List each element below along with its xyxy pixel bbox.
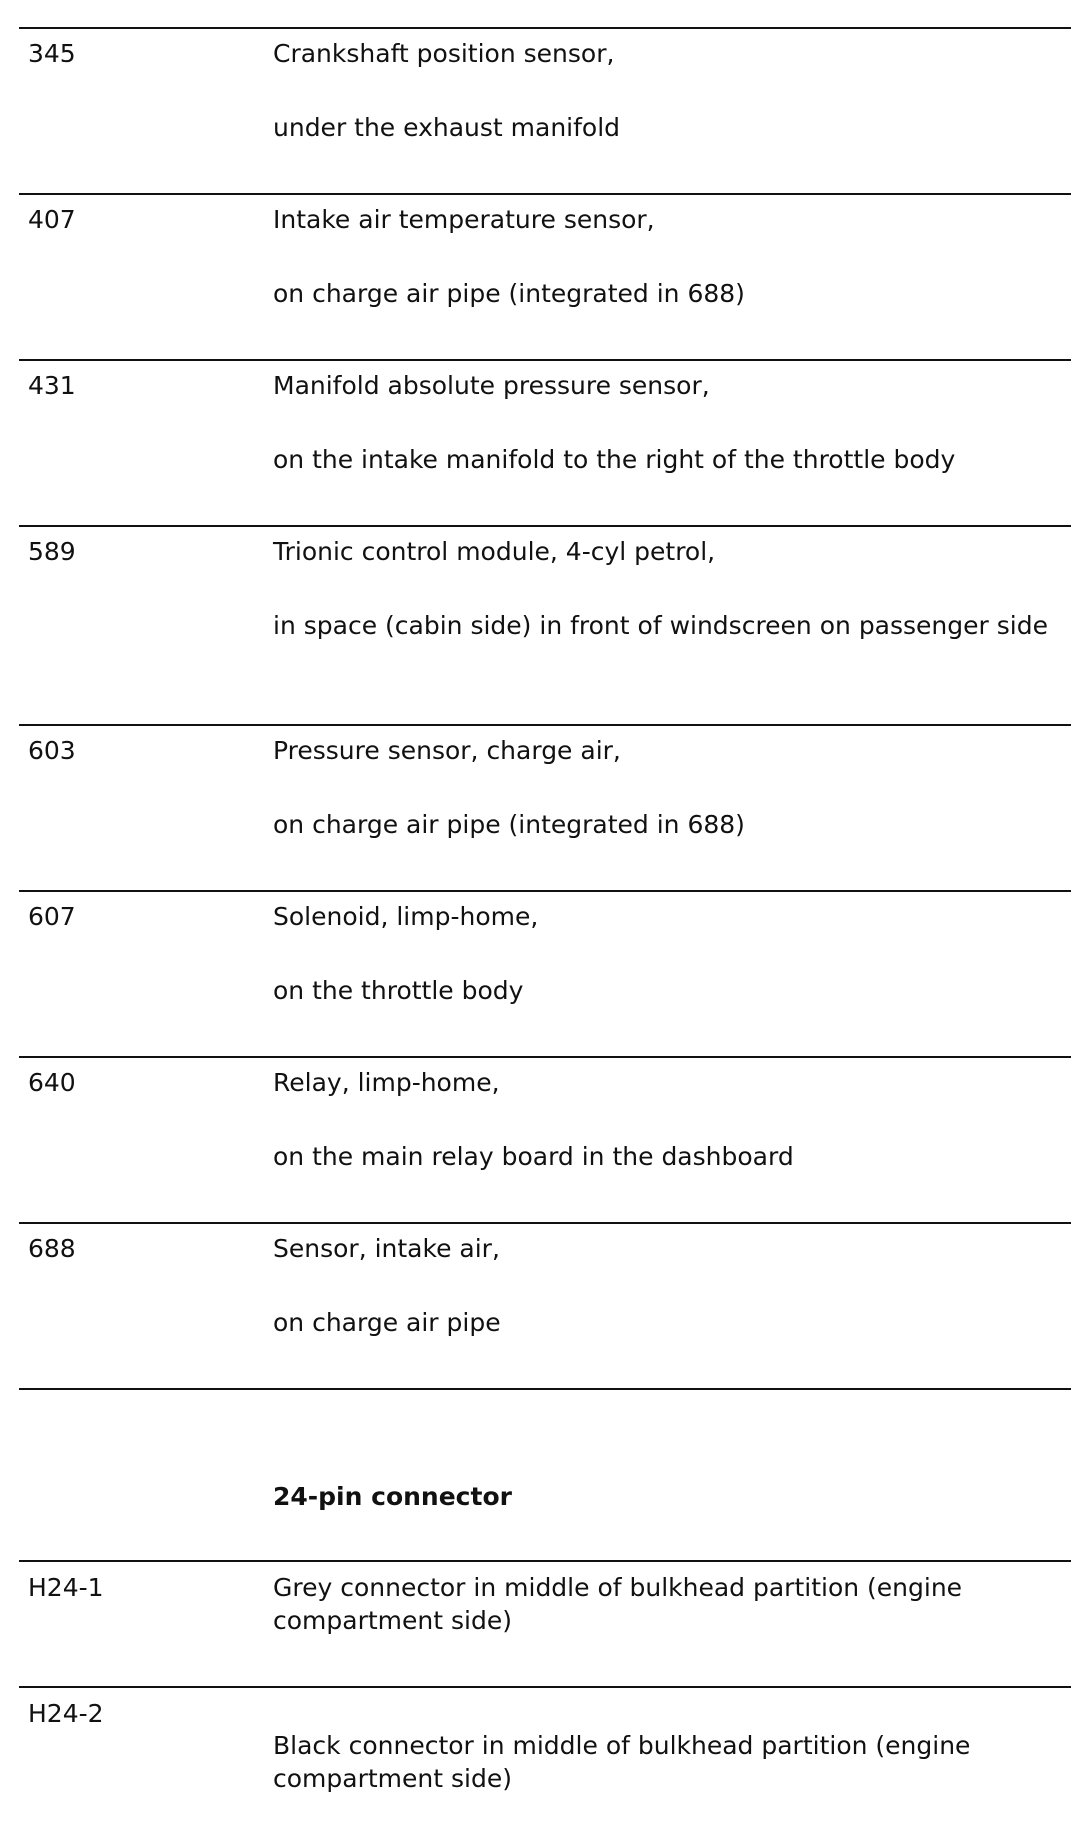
component-name: Solenoid, limp-home, xyxy=(273,902,539,931)
row-divider xyxy=(19,1056,1071,1058)
component-name: Pressure sensor, charge air, xyxy=(273,736,621,765)
row-divider xyxy=(19,525,1071,527)
component-code: 345 xyxy=(28,39,76,68)
component-location: on charge air pipe xyxy=(273,1308,501,1337)
connector-code: H24-1 xyxy=(28,1573,104,1602)
connector-description: Black connector in middle of bulkhead partition (engine compartment side) xyxy=(273,1731,971,1793)
component-location: on the intake manifold to the right of the throttle body xyxy=(273,445,956,474)
row-divider xyxy=(19,724,1071,726)
row-divider xyxy=(19,890,1071,892)
row-divider xyxy=(19,193,1071,195)
section-heading: 24-pin connector xyxy=(273,1482,512,1511)
row-divider xyxy=(19,27,1071,29)
component-location: in space (cabin side) in front of windscreen on passenger side xyxy=(273,611,1048,640)
row-divider xyxy=(19,1560,1071,1562)
component-name: Relay, limp-home, xyxy=(273,1068,500,1097)
row-divider xyxy=(19,359,1071,361)
row-divider xyxy=(19,1388,1071,1390)
row-divider xyxy=(19,1222,1071,1224)
component-name: Manifold absolute pressure sensor, xyxy=(273,371,710,400)
component-name: Sensor, intake air, xyxy=(273,1234,500,1263)
component-name: Intake air temperature sensor, xyxy=(273,205,655,234)
component-name: Trionic control module, 4-cyl petrol, xyxy=(273,537,716,566)
component-code: 688 xyxy=(28,1234,76,1263)
connector-code: H24-2 xyxy=(28,1699,104,1728)
component-location: on charge air pipe (integrated in 688) xyxy=(273,279,745,308)
component-code: 607 xyxy=(28,902,76,931)
component-location: on charge air pipe (integrated in 688) xyxy=(273,810,745,839)
connector-description: Grey connector in middle of bulkhead partition (engine compartment side) xyxy=(273,1573,963,1635)
row-divider xyxy=(19,1686,1071,1688)
component-code: 603 xyxy=(28,736,76,765)
component-location: under the exhaust manifold xyxy=(273,113,621,142)
component-location: on the throttle body xyxy=(273,976,524,1005)
component-name: Crankshaft position sensor, xyxy=(273,39,615,68)
component-location: on the main relay board in the dashboard xyxy=(273,1142,794,1171)
component-code: 407 xyxy=(28,205,76,234)
component-code: 640 xyxy=(28,1068,76,1097)
component-code: 589 xyxy=(28,537,76,566)
component-code: 431 xyxy=(28,371,76,400)
